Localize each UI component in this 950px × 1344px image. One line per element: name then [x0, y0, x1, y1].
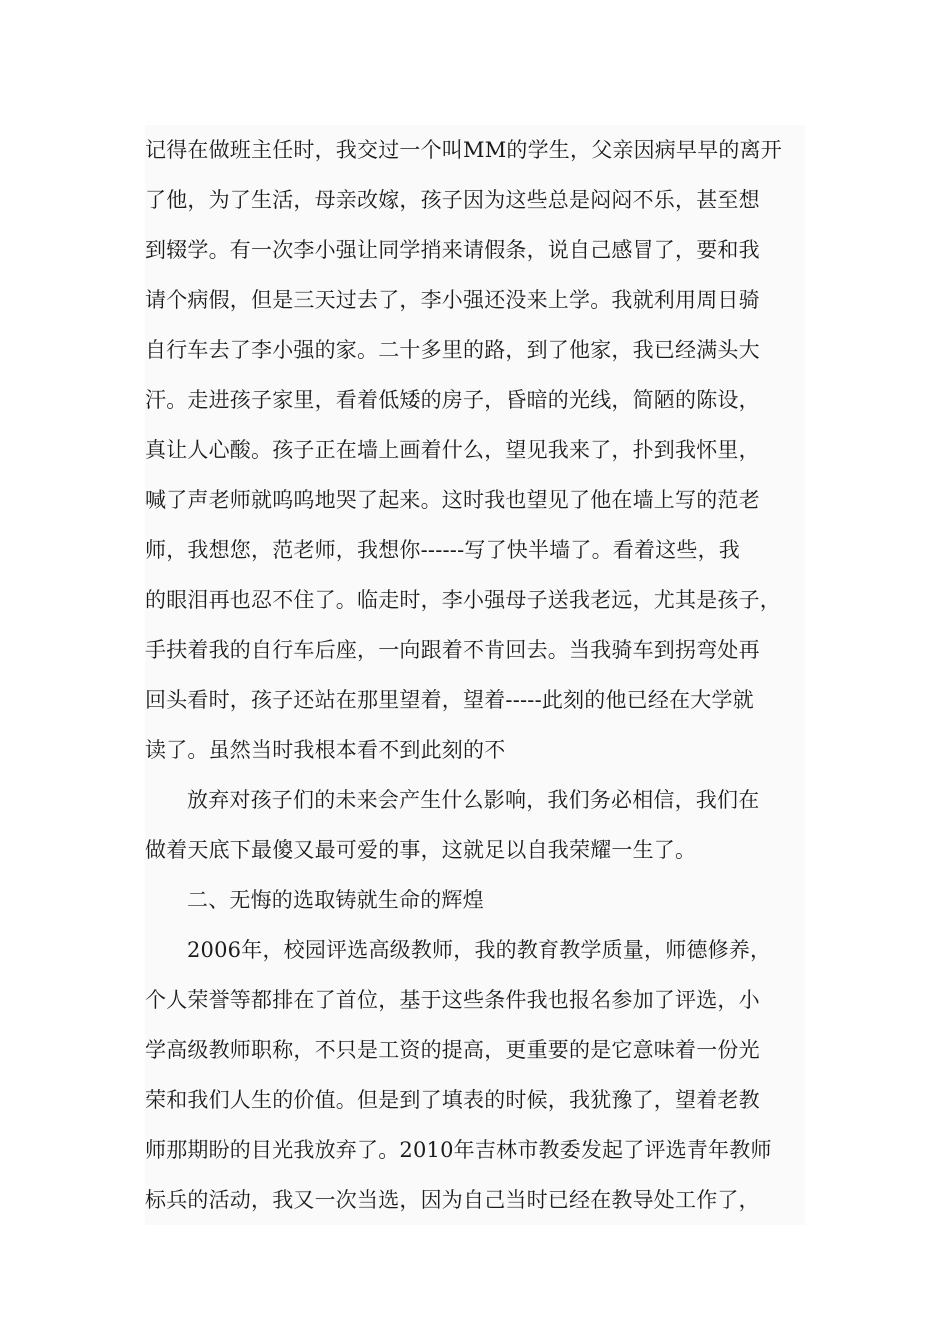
text-line: 读了。虽然当时我根本看不到此刻的不 — [145, 738, 506, 762]
text-line: 师，我想您，范老师，我想你------写了快半墙了。看着这些，我 — [145, 538, 740, 562]
text-line: 回头看时，孩子还站在那里望着，望着-----此刻的他已经在大学就 — [145, 688, 754, 712]
text-line: 师那期盼的目光我放弃了。2010年吉林市教委发起了评选青年教师 — [145, 1138, 772, 1162]
text-line: 喊了声老师就呜呜地哭了起来。这时我也望见了他在墙上写的范老 — [145, 488, 760, 512]
text-line: 手扶着我的自行车后座，一向跟着不肯回去。当我骑车到拐弯处再 — [145, 638, 760, 662]
text-line: 个人荣誉等都排在了首位，基于这些条件我也报名参加了评选，小 — [145, 988, 760, 1012]
text-line: 学高级教师职称，不只是工资的提高，更重要的是它意味着一份光 — [145, 1038, 760, 1062]
text-line: 到辍学。有一次李小强让同学捎来请假条，说自己感冒了，要和我 — [145, 238, 760, 262]
body-text — [145, 125, 805, 1225]
text-line: 了他，为了生活，母亲改嫁，孩子因为这些总是闷闷不乐，甚至想 — [145, 188, 760, 212]
section-heading: 二、无悔的选取铸就生命的辉煌 — [187, 888, 484, 912]
text-line: 的眼泪再也忍不住了。临走时，李小强母子送我老远，尤其是孩子， — [145, 588, 781, 612]
text-line: 标兵的活动，我又一次当选，因为自己当时已经在教导处工作了， — [145, 1188, 760, 1212]
text-line: 荣和我们人生的价值。但是到了填表的时候，我犹豫了，望着老教 — [145, 1088, 760, 1112]
text-line: 真让人心酸。孩子正在墙上画着什么，望见我来了，扑到我怀里， — [145, 438, 760, 462]
text-line-indented: 放弃对孩子们的未来会产生什么影响，我们务必相信，我们在 — [187, 788, 760, 812]
text-line: 记得在做班主任时，我交过一个叫MM的学生，父亲因病早早的离开 — [145, 138, 783, 162]
text-line: 自行车去了李小强的家。二十多里的路，到了他家，我已经满头大 — [145, 338, 760, 362]
text-line-indented: 2006年，校园评选高级教师，我的教育教学质量，师德修养， — [187, 938, 772, 962]
text-line: 汗。走进孩子家里，看着低矮的房子，昏暗的光线，简陋的陈设， — [145, 388, 760, 412]
text-line: 请个病假，但是三天过去了，李小强还没来上学。我就利用周日骑 — [145, 288, 760, 312]
text-line: 做着天底下最傻又最可爱的事，这就足以自我荣耀一生了。 — [145, 838, 697, 862]
